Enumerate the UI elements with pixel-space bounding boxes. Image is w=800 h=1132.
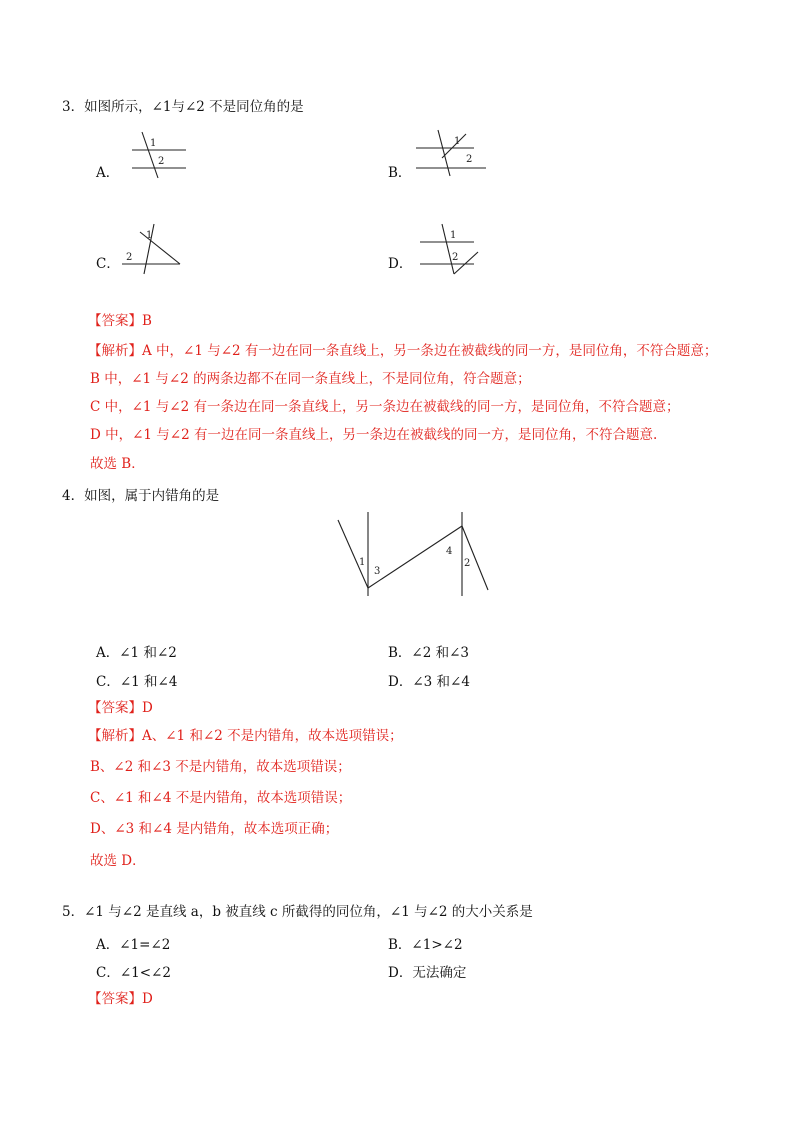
svg-text:4: 4 bbox=[446, 546, 453, 557]
q3-analysis-line-2: B 中，∠1 与∠2 的两条边都不在同一条直线上，不是同位角，符合题意； bbox=[90, 371, 531, 387]
q3-figure-b bbox=[414, 128, 488, 178]
q3-conclusion: 故选 B． bbox=[90, 456, 145, 472]
q4-stem: 4．如图，属于内错角的是 bbox=[62, 488, 220, 504]
q3-analysis-line-1: 【解析】A 中，∠1 与∠2 有一边在同一条直线上，另一条边在被截线的同一方，是同位角，不符合题意； bbox=[88, 343, 718, 359]
q5-option-b: B．∠1>∠2 bbox=[388, 937, 463, 953]
q5-answer: 【答案】D bbox=[88, 991, 153, 1007]
svg-text:1: 1 bbox=[146, 230, 153, 241]
q4-option-b: B．∠2 和∠3 bbox=[388, 645, 470, 661]
q4-option-c: C．∠1 和∠4 bbox=[96, 674, 178, 690]
q5-option-c: C．∠1<∠2 bbox=[96, 965, 171, 981]
q3-analysis-line-4: D 中，∠1 与∠2 有一边在同一条直线上，另一条边在被截线的同一方，是同位角，不符合题意. bbox=[90, 427, 658, 443]
q4-figure bbox=[330, 510, 500, 610]
q5-stem: 5．∠1 与∠2 是直线 a，b 被直线 c 所截得的同位角，∠1 与∠2 的大小关系是 bbox=[62, 904, 533, 920]
q3-option-a: A． bbox=[96, 165, 120, 181]
svg-text:2: 2 bbox=[158, 156, 165, 167]
q3-option-d: D． bbox=[388, 256, 413, 272]
q3-answer: 【答案】B bbox=[88, 313, 152, 329]
q3-figure-c bbox=[120, 222, 184, 276]
svg-text:1: 1 bbox=[454, 136, 461, 147]
svg-text:2: 2 bbox=[466, 154, 473, 165]
svg-text:3: 3 bbox=[374, 566, 381, 577]
svg-text:2: 2 bbox=[464, 558, 471, 569]
q3-analysis-line-3: C 中，∠1 与∠2 有一条边在同一条直线上，另一条边在被截线的同一方，是同位角，不符合题意； bbox=[90, 399, 680, 415]
svg-text:1: 1 bbox=[150, 138, 157, 149]
q4-option-a: A．∠1 和∠2 bbox=[96, 645, 177, 661]
svg-text:2: 2 bbox=[452, 252, 459, 263]
q4-answer: 【答案】D bbox=[88, 700, 153, 716]
q4-analysis-line-2: B、∠2 和∠3 不是内错角，故本选项错误； bbox=[90, 759, 351, 775]
q4-conclusion: 故选 D． bbox=[90, 853, 146, 869]
q3-figure-d bbox=[418, 222, 482, 276]
svg-text:1: 1 bbox=[450, 230, 457, 241]
q4-analysis-line-3: C、∠1 和∠4 不是内错角，故本选项错误； bbox=[90, 790, 352, 806]
q4-option-d: D．∠3 和∠4 bbox=[388, 674, 470, 690]
q3-stem: 3．如图所示，∠1与∠2 不是同位角的是 bbox=[62, 99, 304, 115]
svg-text:2: 2 bbox=[126, 252, 133, 263]
q4-analysis-line-1: 【解析】A、∠1 和∠2 不是内错角，故本选项错误； bbox=[88, 728, 403, 744]
q3-figure-a bbox=[130, 128, 190, 178]
svg-text:1: 1 bbox=[359, 557, 366, 568]
q5-option-d: D．无法确定 bbox=[388, 965, 467, 981]
q5-option-a: A．∠1=∠2 bbox=[96, 937, 171, 953]
q4-analysis-line-4: D、∠3 和∠4 是内错角，故本选项正确； bbox=[90, 821, 339, 837]
q3-option-b: B． bbox=[388, 165, 412, 181]
q3-option-c: C． bbox=[96, 256, 120, 272]
